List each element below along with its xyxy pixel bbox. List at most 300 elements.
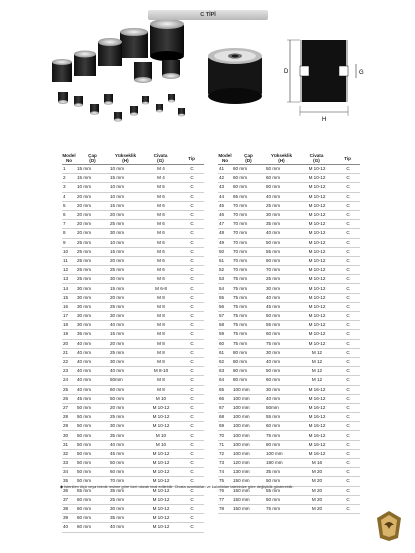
cell-civata: M 10-12 [142,403,179,412]
cell-yukseklik: 30 mm [109,229,142,238]
table-row [62,495,204,504]
cell-civata: M 6 [142,210,179,219]
table-row [218,348,360,357]
cell-yukseklik: 10 mm [109,183,142,192]
cell-tip: C [335,486,360,495]
cell-tip: C [335,321,360,330]
cell-cap: 10 mm [76,183,109,192]
header-civata: Civata (G) [142,152,179,165]
table-row [62,422,204,431]
cell-yukseklik: 35 mm [109,431,142,440]
cell-yukseklik: 30 mm [109,275,142,284]
table-row [218,220,360,229]
cell-civata: M 20 [298,495,335,504]
cell-model-no: 61 [218,348,232,357]
cell-model-no: 17 [62,312,76,321]
cell-yukseklik: 30 mm [265,385,298,394]
cell-tip: C [179,504,204,513]
cell-cap: 100 mm [232,449,265,458]
header-civata: Civata (G) [298,152,335,165]
cell-model-no: 28 [62,413,76,422]
cell-model-no: 75 [218,477,232,486]
cell-yukseklik: 50 mm [265,367,298,376]
cell-civata: M 10-12 [142,422,179,431]
cell-yukseklik: 20 mm [109,403,142,412]
cell-tip: C [335,165,360,174]
table-row [62,468,204,477]
cell-cap: 60 mm [76,514,109,523]
cell-tip: C [335,256,360,265]
cell-tip: C [179,238,204,247]
cell-yukseklik: 55 mm [265,413,298,422]
cell-model-no: 67 [218,403,232,412]
cell-civata: M 16-12 [298,385,335,394]
table-row [62,247,204,256]
cell-yukseklik: 50 mm [109,394,142,403]
cell-model-no: 30 [62,431,76,440]
cell-civata: M 16-12 [298,394,335,403]
cell-cap: 70 mm [232,210,265,219]
cell-cap: 40 mm [76,376,109,385]
cell-cap: 30 mm [76,302,109,311]
cell-cap: 50 mm [76,413,109,422]
cell-yukseklik: 15 mm [109,247,142,256]
cell-tip: C [179,256,204,265]
cell-civata: M 8 [142,293,179,302]
drawing-label-g: G [359,70,364,76]
cell-model-no: 25 [62,385,76,394]
cell-model-no: 9 [62,238,76,247]
cell-tip: C [335,413,360,422]
cell-tip: C [335,339,360,348]
cell-yukseklik: 60 mm [109,468,142,477]
cell-civata: M 6 [142,192,179,201]
cell-tip: C [179,357,204,366]
table-row [62,312,204,321]
cell-yukseklik: 15 mm [109,284,142,293]
cell-cap: 30 mm [76,284,109,293]
cell-cap: 20 mm [76,210,109,219]
cell-yukseklik: 40 mm [265,192,298,201]
drawing-label-d: D [284,69,289,75]
cell-model-no: 5 [62,201,76,210]
cell-cap: 80 mm [232,357,265,366]
cell-cap: 25 mm [76,256,109,265]
cell-civata: M 6 [142,266,179,275]
cell-model-no: 7 [62,220,76,229]
table-body-right [218,165,360,514]
cell-yukseklik: 15 mm [109,174,142,183]
cell-yukseklik: 55 mm [265,321,298,330]
cell-tip: C [335,367,360,376]
table-row [218,165,360,174]
cell-tip: C [335,376,360,385]
cell-yukseklik: 40 mm [109,440,142,449]
cell-tip: C [179,284,204,293]
cell-yukseklik: 40 mm [265,293,298,302]
cell-civata: M 10-12 [298,220,335,229]
cell-tip: C [335,293,360,302]
table-row [62,431,204,440]
cell-model-no: 1 [62,165,76,174]
cell-model-no: 29 [62,422,76,431]
cell-yukseklik: 25 mm [109,348,142,357]
table-header-row [62,152,204,165]
cell-yukseklik: 20 mm [109,293,142,302]
cell-tip: C [179,385,204,394]
cell-tip: C [335,422,360,431]
cell-civata: M 10 [142,440,179,449]
cell-cap: 100 mm [232,413,265,422]
table-row [218,192,360,201]
table-row [62,302,204,311]
cell-model-no: 36 [62,486,76,495]
table-row [218,302,360,311]
cell-civata: M 10-12 [142,413,179,422]
cell-cap: 70 mm [232,256,265,265]
cell-civata: M 10-12 [298,284,335,293]
cell-civata: M 10-12 [298,339,335,348]
table-row [62,357,204,366]
table-row [218,504,360,513]
cell-yukseklik: 35 mm [265,468,298,477]
cell-tip: C [179,523,204,532]
table-row [62,403,204,412]
table-row [62,183,204,192]
header-model: Model No [62,153,76,163]
cell-model-no: 50 [218,247,232,256]
cell-civata: M 10-12 [298,165,335,174]
cell-model-no: 16 [62,302,76,311]
cell-tip: C [179,229,204,238]
product-group-photo [38,20,198,140]
cell-model-no: 33 [62,459,76,468]
cell-tip: C [179,431,204,440]
table-row [62,348,204,357]
table-row [62,367,204,376]
cell-tip: C [179,192,204,201]
cell-cap: 75 mm [232,302,265,311]
drawing-label-h: H [322,117,327,123]
cell-cap: 60 mm [76,495,109,504]
cell-yukseklik: 55 mm [265,486,298,495]
cell-tip: C [179,413,204,422]
cell-tip: C [335,440,360,449]
cell-civata: M 4 [142,174,179,183]
cell-yukseklik: 50 mm [265,312,298,321]
cell-cap: 75 mm [232,339,265,348]
table-row [62,385,204,394]
cell-yukseklik: 40 mm [109,367,142,376]
header-cap: Çap (D) [232,152,265,165]
cell-model-no: 2 [62,174,76,183]
cell-civata: M 10-12 [142,495,179,504]
cell-model-no: 32 [62,449,76,458]
cell-tip: C [179,321,204,330]
cell-model-no: 35 [62,477,76,486]
spec-table-left [62,152,204,533]
cell-yukseklik: 60 mm [265,330,298,339]
cell-cap: 50 mm [76,449,109,458]
cell-model-no: 14 [62,284,76,293]
cell-yukseklik: 20 mm [109,256,142,265]
cell-civata: M 10-12 [298,275,335,284]
cell-yukseklik: 25 mm [109,302,142,311]
cell-yukseklik: 15 mm [109,330,142,339]
footnote [60,484,360,489]
cell-model-no: 42 [218,174,232,183]
cell-cap: 50 mm [76,459,109,468]
cell-model-no: 66 [218,394,232,403]
cell-yukseklik: 75 mm [265,504,298,513]
cell-cap: 75 mm [232,330,265,339]
cell-tip: C [179,495,204,504]
cell-civata: M 20 [298,468,335,477]
cell-model-no: 6 [62,210,76,219]
cell-tip: C [179,486,204,495]
cell-model-no: 68 [218,413,232,422]
cell-tip: C [179,165,204,174]
cell-yukseklik: 45 mm [109,449,142,458]
cell-model-no: 71 [218,440,232,449]
cell-yukseklik: 70 mm [265,266,298,275]
cell-tip: C [179,293,204,302]
cell-model-no: 40 [62,523,76,532]
cell-cap: 120 mm [232,459,265,468]
cell-tip: C [179,330,204,339]
footnote-text: İsteniIen ölçü veya teknik resime göre özel olarak imal edilebilir. Civata uzunlukları ve kalınlıkları talebinize göre değişiklik gösterebilir. [64,484,294,489]
cell-tip: C [335,210,360,219]
cell-yukseklik: 35 mm [265,220,298,229]
header-model: Model No [218,153,232,163]
cell-tip: C [335,229,360,238]
cell-tip: C [179,174,204,183]
cell-tip: C [335,312,360,321]
cell-cap: 150 mm [232,504,265,513]
cell-tip: C [335,504,360,513]
cell-tip: C [179,247,204,256]
cell-yukseklik: 40 mm [109,523,142,532]
cell-cap: 20 mm [76,229,109,238]
cell-yukseklik: 80 mm [265,440,298,449]
cell-yukseklik: 25 mm [109,266,142,275]
table-row [218,210,360,219]
cell-model-no: 77 [218,495,232,504]
cell-model-no: 13 [62,275,76,284]
cell-civata: M 5 [142,183,179,192]
cell-cap: 75 mm [232,312,265,321]
cell-tip: C [179,312,204,321]
cell-civata: M 10-12 [298,183,335,192]
cell-model-no: 26 [62,394,76,403]
cell-civata: M 16-12 [298,431,335,440]
cell-yukseklik: 10 mm [109,165,142,174]
cell-model-no: 59 [218,330,232,339]
cell-cap: 30 mm [76,312,109,321]
cell-model-no: 58 [218,321,232,330]
cell-civata: M 8 [142,376,179,385]
cell-model-no: 63 [218,367,232,376]
cell-yukseklik: 60 mm [265,376,298,385]
cell-tip: C [335,174,360,183]
table-row [62,504,204,513]
table-row [62,514,204,523]
cell-cap: 100 mm [232,431,265,440]
cell-tip: C [335,266,360,275]
cell-tip: C [335,284,360,293]
table-row [218,293,360,302]
cell-cap: 150 mm [232,495,265,504]
cell-yukseklik: 20 mm [109,339,142,348]
table-row [218,266,360,275]
cell-yukseklik: 45 mm [265,302,298,311]
cell-civata: M 16-12 [298,413,335,422]
cell-tip: C [179,394,204,403]
cell-cap: 15 mm [76,174,109,183]
cell-cap: 50 mm [76,440,109,449]
table-row [218,312,360,321]
cell-yukseklik: 30 mm [265,210,298,219]
cell-tip: C [179,422,204,431]
cell-model-no: 18 [62,321,76,330]
cell-tip: C [335,247,360,256]
cell-model-no: 21 [62,348,76,357]
table-row [62,266,204,275]
cell-tip: C [335,201,360,210]
cell-model-no: 49 [218,238,232,247]
cell-cap: 100 mm [232,422,265,431]
cell-yukseklik: 25 mm [109,495,142,504]
cell-civata: M 10-12 [298,330,335,339]
cell-civata: M 10-12 [298,174,335,183]
cell-cap: 45 mm [76,394,109,403]
cell-tip: C [335,477,360,486]
table-row [218,183,360,192]
cell-yukseklik: 60 mm [265,422,298,431]
cell-civata: M 16-12 [298,440,335,449]
cell-civata: M 10-12 [298,201,335,210]
cell-yukseklik: 50 mm [265,477,298,486]
cell-civata: M 6 [142,256,179,265]
cell-cap: 20 mm [76,201,109,210]
cell-yukseklik: 30 mm [265,284,298,293]
cell-cap: 75 mm [232,284,265,293]
cell-civata: M 10-12 [298,256,335,265]
cell-civata: M 10-12 [142,477,179,486]
cell-civata: M 10-12 [298,302,335,311]
cell-cap: 100 mm [232,403,265,412]
cell-model-no: 46 [218,210,232,219]
cell-civata: M 10 [142,394,179,403]
cell-civata: M 8 [142,321,179,330]
cell-civata: M 10-12 [298,210,335,219]
cell-cap: 70 mm [232,229,265,238]
cell-cap: 75 mm [232,275,265,284]
table-row [62,256,204,265]
table-row [62,330,204,339]
cell-civata: M 6 [142,247,179,256]
cell-tip: C [179,348,204,357]
table-row [62,165,204,174]
cell-civata: M 10-12 [142,514,179,523]
cell-civata: M 10-12 [298,293,335,302]
table-row [62,275,204,284]
cell-yukseklik: 75 mm [265,339,298,348]
cell-civata: M 10-12 [298,192,335,201]
cell-cap: 50 mm [76,468,109,477]
header-yukseklik: Yükseklik (H) [265,152,298,165]
table-row [218,376,360,385]
cell-model-no: 44 [218,192,232,201]
cell-model-no: 55 [218,293,232,302]
cell-civata: M 20 [298,477,335,486]
table-row [218,431,360,440]
cell-tip: C [335,220,360,229]
cell-tip: C [179,220,204,229]
cell-civata: M 10-12 [298,321,335,330]
cell-cap: 50 mm [76,422,109,431]
cell-civata: M 16 [298,459,335,468]
cell-cap: 25 mm [76,266,109,275]
table-row [218,321,360,330]
cell-model-no: 24 [62,376,76,385]
cell-civata: M 10-12 [298,229,335,238]
cell-yukseklik: 30 mm [109,422,142,431]
cell-model-no: 74 [218,468,232,477]
cell-yukseklik: 180 mm [265,459,298,468]
header-tip: Tip [179,152,204,165]
diamond-icon: ◆ [60,484,63,489]
cell-cap: 70 mm [232,201,265,210]
cell-model-no: 23 [62,367,76,376]
cell-yukseklik: 50 mm [265,238,298,247]
cell-yukseklik: 50mm [265,403,298,412]
header-cap: Çap (D) [76,152,109,165]
header-yukseklik: Yükseklik (H) [109,152,142,165]
cell-yukseklik: 50 mm [265,165,298,174]
cell-yukseklik: 60 mm [265,256,298,265]
cell-model-no: 51 [218,256,232,265]
cell-civata: M 10-12 [298,247,335,256]
cell-yukseklik: 25 mm [265,201,298,210]
cell-cap: 130 mm [232,468,265,477]
cell-cap: 70 mm [232,247,265,256]
cell-tip: C [179,339,204,348]
table-row [62,192,204,201]
cell-tip: C [179,440,204,449]
cell-model-no: 60 [218,339,232,348]
cell-tip: C [335,385,360,394]
cell-civata: M 4 [142,165,179,174]
cell-civata: M 6 [142,238,179,247]
cell-cap: 70 mm [232,220,265,229]
cell-yukseklik: 10 mm [109,238,142,247]
cell-civata: M 12 [298,376,335,385]
cell-yukseklik: 50 mm [109,459,142,468]
cell-tip: C [179,459,204,468]
table-row [218,422,360,431]
cell-civata: M 10-12 [142,523,179,532]
cell-tip: C [335,275,360,284]
cell-civata: M 6 [142,220,179,229]
table-row [218,468,360,477]
cell-cap: 70 mm [232,266,265,275]
eagle-logo [374,508,404,542]
cell-civata: M 10-12 [142,468,179,477]
cell-model-no: 37 [62,495,76,504]
cell-cap: 20 mm [76,192,109,201]
cell-civata: M 8 [142,312,179,321]
